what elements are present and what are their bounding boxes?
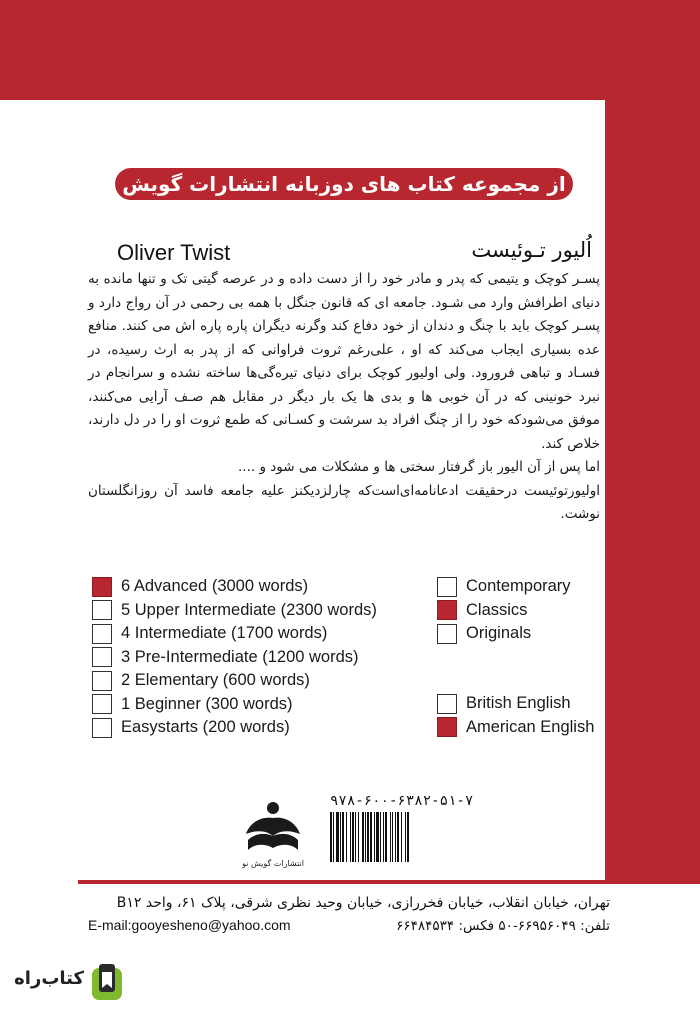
synopsis-paragraph: اما پس از آن الیور باز گرفتار سختی ها و مشکلات می شود و .... (238, 459, 600, 475)
footer-divider (78, 880, 700, 884)
genre-option (437, 599, 617, 623)
level-label: 6 Advanced (3000 words) (121, 577, 309, 596)
synopsis (88, 268, 600, 527)
level-label: Easystarts (200 words) (121, 718, 290, 737)
genre-option (437, 575, 617, 599)
logo-leaf-icon (273, 818, 300, 836)
barcode (330, 812, 460, 862)
level-list (92, 575, 412, 740)
level-option (92, 716, 412, 740)
logo-leaf-icon (246, 818, 273, 836)
publisher-email: E-mail:gooyesheno@yahoo.com (88, 917, 291, 933)
level-checkbox (92, 624, 112, 644)
ketabrah-watermark (14, 962, 124, 1002)
level-checkbox (92, 694, 112, 714)
english-variant-label: American English (466, 717, 595, 736)
level-label: 4 Intermediate (1700 words) (121, 624, 328, 643)
top-red-band (0, 0, 700, 100)
level-option (92, 646, 412, 670)
publisher-logo-text: انتشارات گویش نو (242, 859, 304, 868)
publisher-phones: تلفن: ۶۶۹۵۶۰۴۹-۵۰ فکس: ۶۶۴۸۴۵۳۴ (396, 918, 610, 934)
logo-head-icon (267, 802, 279, 814)
level-checkbox (92, 600, 112, 620)
isbn-number: ۹۷۸-۶۰۰-۶۳۸۲-۵۱-۷ (330, 793, 474, 809)
genre-checkbox (437, 624, 457, 644)
level-checkbox (92, 577, 112, 597)
series-banner: از مجموعه کتاب های دوزبانه انتشارات گویش نو (115, 168, 573, 200)
logo-book-icon (248, 834, 298, 850)
level-label: 5 Upper Intermediate (2300 words) (121, 600, 377, 619)
genre-list (437, 575, 617, 646)
genre-option (437, 622, 617, 646)
ketabrah-text: کتاب‌راه (14, 968, 84, 989)
barcode-bar (407, 812, 409, 862)
level-label: 2 Elementary (600 words) (121, 671, 310, 690)
english-variant-label: British English (466, 694, 571, 713)
synopsis-paragraph: پسـر کوچک و یتیمی که پدر و مادر خود را از دست داده و در عرصه گیتی تک و تنها مانده به دنیای اطرافش وارد می شـود. جامعه ای که قانون جنگل با همه بی رحمی در آن رواج دارد و پسـر کوچک باید با چنگ و دندان از خود دفاع کند وگرنه دیگران پاره پاره اش می کنند. منافع عده بسیاری ایجاب می‌کند که او ، علی‌رغم ثروت فراوانی که از پدر به ارث رسیده، در فسـاد و تباهی فرورود. ولی اولیور کوچک برای دنیای تیره‌گی‌ها ساخته نشده و سرانجام در نبرد خونینی که در آن خوبی ها و بدی ها یک بار دیگر در مقابل هم صـف آرایی می‌کنند، موفق می‌شودکه خود را از چنگ افراد بد سرشت و کسـانی که طمع ثروت او را در دل دارند، خلاص کند. (88, 271, 600, 452)
genre-label: Contemporary (466, 577, 571, 596)
synopsis-paragraph: اولیورتوئیست درحقیقت ادعانامه‌ای‌است‌که چارلزدیکنز علیه جامعه فاسد آن روزانگلستان نوشت. (88, 482, 600, 522)
level-option (92, 575, 412, 599)
level-option (92, 669, 412, 693)
publisher-logo (242, 800, 304, 870)
title-persian: اُلیور تـوئیست (471, 238, 592, 262)
level-label: 3 Pre-Intermediate (1200 words) (121, 647, 359, 666)
publisher-address: تهران، خیابان انقلاب، خیابان فخررازی، خیابان وحید نظری شرقی، پلاک ۶۱، واحد B۱۲ (116, 895, 610, 911)
english-variant-checkbox (437, 717, 457, 737)
level-label: 1 Beginner (300 words) (121, 694, 293, 713)
english-variant-list (437, 692, 617, 739)
right-red-band (605, 0, 700, 880)
level-checkbox (92, 647, 112, 667)
english-variant-checkbox (437, 694, 457, 714)
genre-label: Originals (466, 624, 532, 643)
english-variant-option (437, 692, 617, 716)
ketabrah-logo-icon (90, 962, 124, 1002)
genre-checkbox (437, 600, 457, 620)
level-option (92, 599, 412, 623)
genre-checkbox (437, 577, 457, 597)
level-option (92, 622, 412, 646)
english-variant-option (437, 716, 617, 740)
title-english: Oliver Twist (117, 240, 231, 265)
level-checkbox (92, 671, 112, 691)
level-option (92, 693, 412, 717)
level-checkbox (92, 718, 112, 738)
genre-label: Classics (466, 600, 528, 619)
